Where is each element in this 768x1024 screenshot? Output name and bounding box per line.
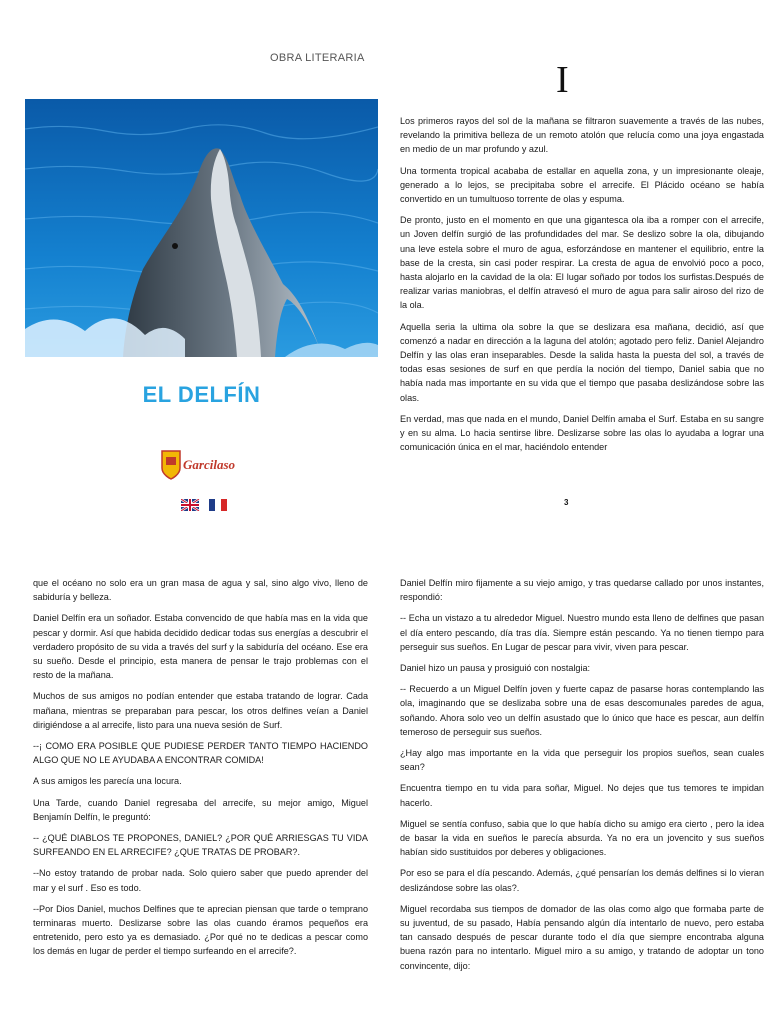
paragraph: Los primeros rayos del sol de la mañana se filtraron suavemente a través de las nubes, revelando la primitiva belleza de un remoto atolón que relucía como una joya engastada en medio de un mar profundo y azul.	[400, 116, 764, 155]
publisher-name: Garcilaso	[183, 457, 235, 472]
paragraph: --¡ COMO ERA POSIBLE QUE PUDIESE PERDER TANTO TIEMPO HACIENDO ALGO QUE NO LE AYUDABA A ENCONTRAR COMIDA!	[33, 741, 368, 766]
chapter-text-top	[400, 114, 764, 461]
page-number: 3	[564, 498, 569, 507]
chapter-text-left-column	[33, 576, 368, 966]
paragraph: Una Tarde, cuando Daniel regresaba del arrecife, su mejor amigo, Miguel Benjamín Delfín, le preguntó:	[33, 797, 368, 822]
paragraph: Miguel recordaba sus tiempos de domador de las olas como algo que formaba parte de su juventud, de su pasado, Había pensando algún día intentarlo de nuevo, pero estaba tan cansado después de pescar durante todo el día que siempre encontraba alguna buena razón para no intentarlo. Miguel miro a su amigo, y tratando de adoptar un tono convincente, dijo:	[400, 903, 764, 971]
language-flags	[181, 498, 231, 510]
chapter-text-right-column	[400, 576, 764, 980]
paragraph: Encuentra tiempo en tu vida para soñar, Miguel. No dejes que tus temores te impidan hacerlo.	[400, 783, 764, 808]
paragraph: ¿Hay algo mas importante en la vida que perseguir los propios sueños, sean cuales sean?	[400, 748, 764, 773]
uk-flag-icon	[181, 499, 199, 511]
cover-title: EL DELFÍN	[142, 382, 261, 407]
paragraph: En verdad, mas que nada en el mundo, Daniel Delfín amaba el Surf. Estaba en su sangre y en su alma. Lo hacia sentirse libre. Deslizarse sobre las olas lo ayudaba a lograr una comunicación única en el mar, haciéndolo entender	[400, 413, 764, 453]
paragraph: Por eso se para el día pescando. Además, ¿qué pensarían los demás delfines si lo vieran deslizándose sobre las olas?.	[400, 868, 764, 893]
paragraph: Muchos de sus amigos no podían entender que estaba tratando de lograr. Cada mañana, mientras se preparaban para pescar, los otros delfines veían a Daniel dirigiéndose a al arrecife, listo para una nueva sesión de Surf.	[33, 691, 368, 730]
paragraph: --No estoy tratando de probar nada. Solo quiero saber que puedo aprender del mar y el surf . Eso es todo.	[33, 868, 368, 893]
paragraph: Aquella seria la ultima ola sobre la que se deslizara esa mañana, decidió, así que comenzó a nadar en dirección a la laguna del atolón; agotado pero feliz. Daniel Alejandro Delfín y las olas eran inseparables. Desde la salida hasta la puesta del sol, a través de todas esas sesiones de surf en que perdía la noción del tiempo, Daniel sabia que no había nada mas importante en su vida que el tiempo que pasaba deslizándose sobre las olas.	[400, 321, 764, 403]
paragraph: Una tormenta tropical acababa de estallar en aquella zona, y un impresionante oleaje, generado a lo lejos, se precipitaba sobre el arrecife. El Plácido océano se había convertido en un tumultuoso torrente de olas y espuma.	[400, 165, 764, 205]
paragraph: Daniel hizo un pausa y prosiguió con nostalgia:	[400, 663, 591, 674]
paragraph: Miguel se sentía confuso, sabia que lo que había dicho su amigo era cierto , pero la idea de basar la vida en sueños le parecía absurda. Ya no era un jovencito y sus sueños habían sido sustituidos por deberes y obligaciones.	[400, 818, 764, 858]
paragraph: que el océano no solo era un gran masa de agua y sal, sino algo vivo, lleno de sabiduría y belleza.	[33, 578, 368, 603]
paragraph: -- Echa un vistazo a tu alrededor Miguel. Nuestro mundo esta lleno de delfines que pasan el día entero pescando, día tras día. Siempre están pescando. Ya no tienen tiempo para perseguir sus sueños. En Lugar de pescar para vivir, viven para pescar.	[400, 613, 764, 652]
paragraph: Daniel Delfín era un soñador. Estaba convencido de que había mas en la vida que pescar y dormir. Así que habida decidido dedicar todas sus energías a descubrir el verdadero propósito de su vida a través del surf y la sabiduría del océano. Ese era su sueño. Desde el principio, esta manera de pensar le trajo problemas con el resto de la mañana.	[33, 613, 368, 681]
dolphin-image	[25, 99, 378, 357]
paragraph: De pronto, justo en el momento en que una gigantesca ola iba a romper con el arrecife, un Joven delfín surgió de las profundidades del mar. Se deslizo sobre la ola, dibujando una leve estela sobre el muro de agua, esforzándose en mantener el equilibrio, entre la base de la cresta, sin casi poder respirar. La cresta de agua de envolvió poco a poco, hasta alojarlo en la cavidad de la ola: El lugar soñado por todos los surfistas.Después de realizar varias maniobras, el delfín atravesó el muro de agua para salir airoso del rizo de la ola.	[400, 215, 764, 311]
paragraph: --Por Dios Daniel, muchos Delfines que te aprecian piensan que tarde o temprano terminaras muerto. Deslizarse sobre las olas cuando éramos pequeños era entretenido, pero esto ya es demasiado. ¿Por qué no te dedicas a pescar como los demás en lugar de perder el tiempo surfeando en el arrecife?.	[33, 903, 368, 957]
chapter-number: I	[556, 59, 569, 101]
book-cover	[25, 30, 378, 520]
cover-header: OBRA LITERARIA	[270, 52, 365, 64]
france-flag-icon	[209, 499, 227, 511]
paragraph: -- ¿QUÉ DIABLOS TE PROPONES, DANIEL? ¿POR QUÉ ARRIESGAS TU VIDA SURFEANDO EN EL ARRECIFE? ¿QUE TRATAS DE PROBAR?.	[33, 833, 368, 858]
paragraph: A sus amigos les parecía una locura.	[33, 776, 182, 787]
paragraph: -- Recuerdo a un Miguel Delfín joven y fuerte capaz de pasarse horas contemplando las ola, imaginando que se deslizaba sobre una de esas descomunales paredes de agua, soñando. Ahora solo veo un delfín asustado que lo único que hace es pescar, aun delfín temeroso de perseguir sus sueños.	[400, 684, 764, 737]
paragraph: Daniel Delfín miro fijamente a su viejo amigo, y tras quedarse callado por unos instantes, respondió:	[400, 578, 764, 603]
